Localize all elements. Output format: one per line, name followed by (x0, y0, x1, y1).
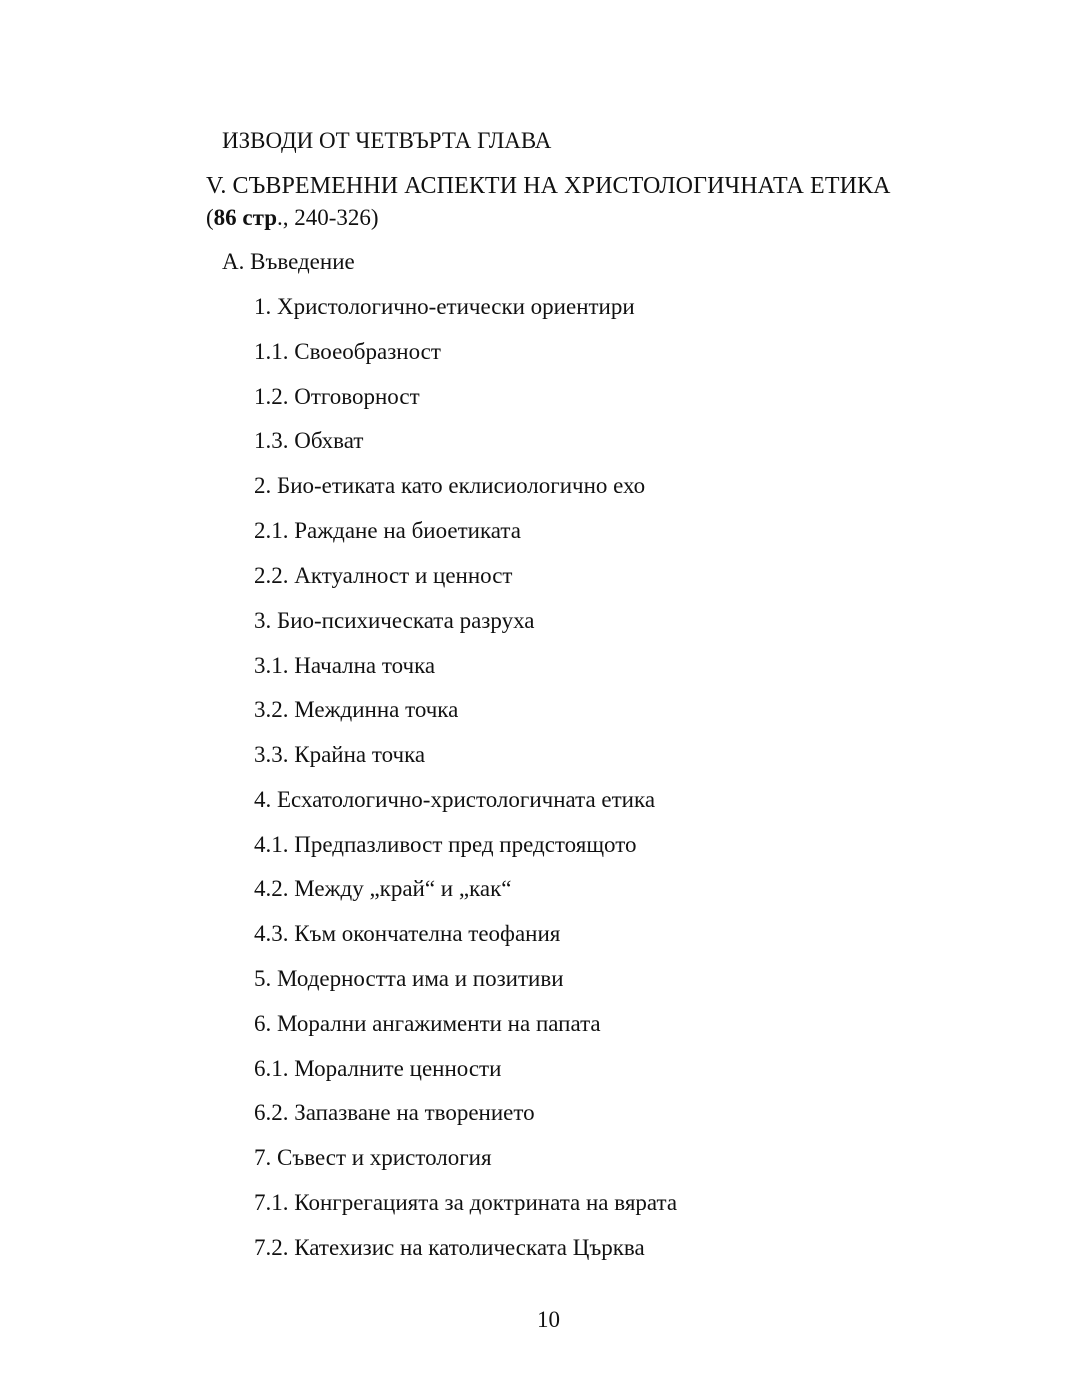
toc-item: 6.2. Запазване на творението (254, 1100, 535, 1125)
toc-item: 2.1. Раждане на биоетиката (254, 518, 521, 543)
toc-item: 3.1. Начална точка (254, 653, 436, 678)
section-a-heading: А. Въведение (222, 249, 355, 274)
toc-item: 2.2. Актуалност и ценност (254, 563, 513, 588)
toc-item: 1.3. Обхват (254, 428, 364, 453)
page-number: 10 (537, 1307, 560, 1332)
toc-item: 3.3. Крайна точка (254, 742, 426, 767)
chapter-pages-count: 86 стр (213, 205, 278, 230)
toc-item: 1.2. Отговорност (254, 384, 420, 409)
toc-item: 7.1. Конгрегацията за доктрината на вярата (254, 1190, 678, 1215)
toc-item: 4.2. Между „край“ и „как“ (254, 876, 512, 901)
toc-item: 6.1. Моралните ценности (254, 1056, 502, 1081)
chapter-pages (206, 204, 379, 232)
toc-item: 4. Есхатологично-христологичната етика (254, 787, 656, 812)
toc-item: 4.1. Предпазливост пред предстоящото (254, 832, 637, 857)
toc-item: 3.2. Междинна точка (254, 697, 459, 722)
toc-item: 6. Морални ангажименти на папата (254, 1011, 601, 1036)
toc-item: 3. Био-психическата разруха (254, 608, 535, 633)
chapter-pages-range: ., 240-326) (277, 205, 379, 230)
chapter-title: V. СЪВРЕМЕННИ АСПЕКТИ НА ХРИСТОЛОГИЧНАТА ЕТИКА (206, 173, 891, 199)
toc-item: 2. Био-етиката като еклисиологично ехо (254, 473, 646, 498)
toc-item: 1. Христологично-етически ориентири (254, 294, 635, 319)
toc-item: 4.3. Към окончателна теофания (254, 921, 561, 946)
toc-item: 7.2. Катехизис на католическата Църква (254, 1235, 645, 1260)
chapter-pages-open-paren: ( (206, 205, 214, 230)
toc-item: 7. Съвест и христология (254, 1145, 492, 1170)
toc-item: 5. Модерността има и позитиви (254, 966, 564, 991)
conclusions-heading: ИЗВОДИ ОТ ЧЕТВЪРТА ГЛАВА (222, 128, 552, 153)
toc-item: 1.1. Своеобразност (254, 339, 441, 364)
